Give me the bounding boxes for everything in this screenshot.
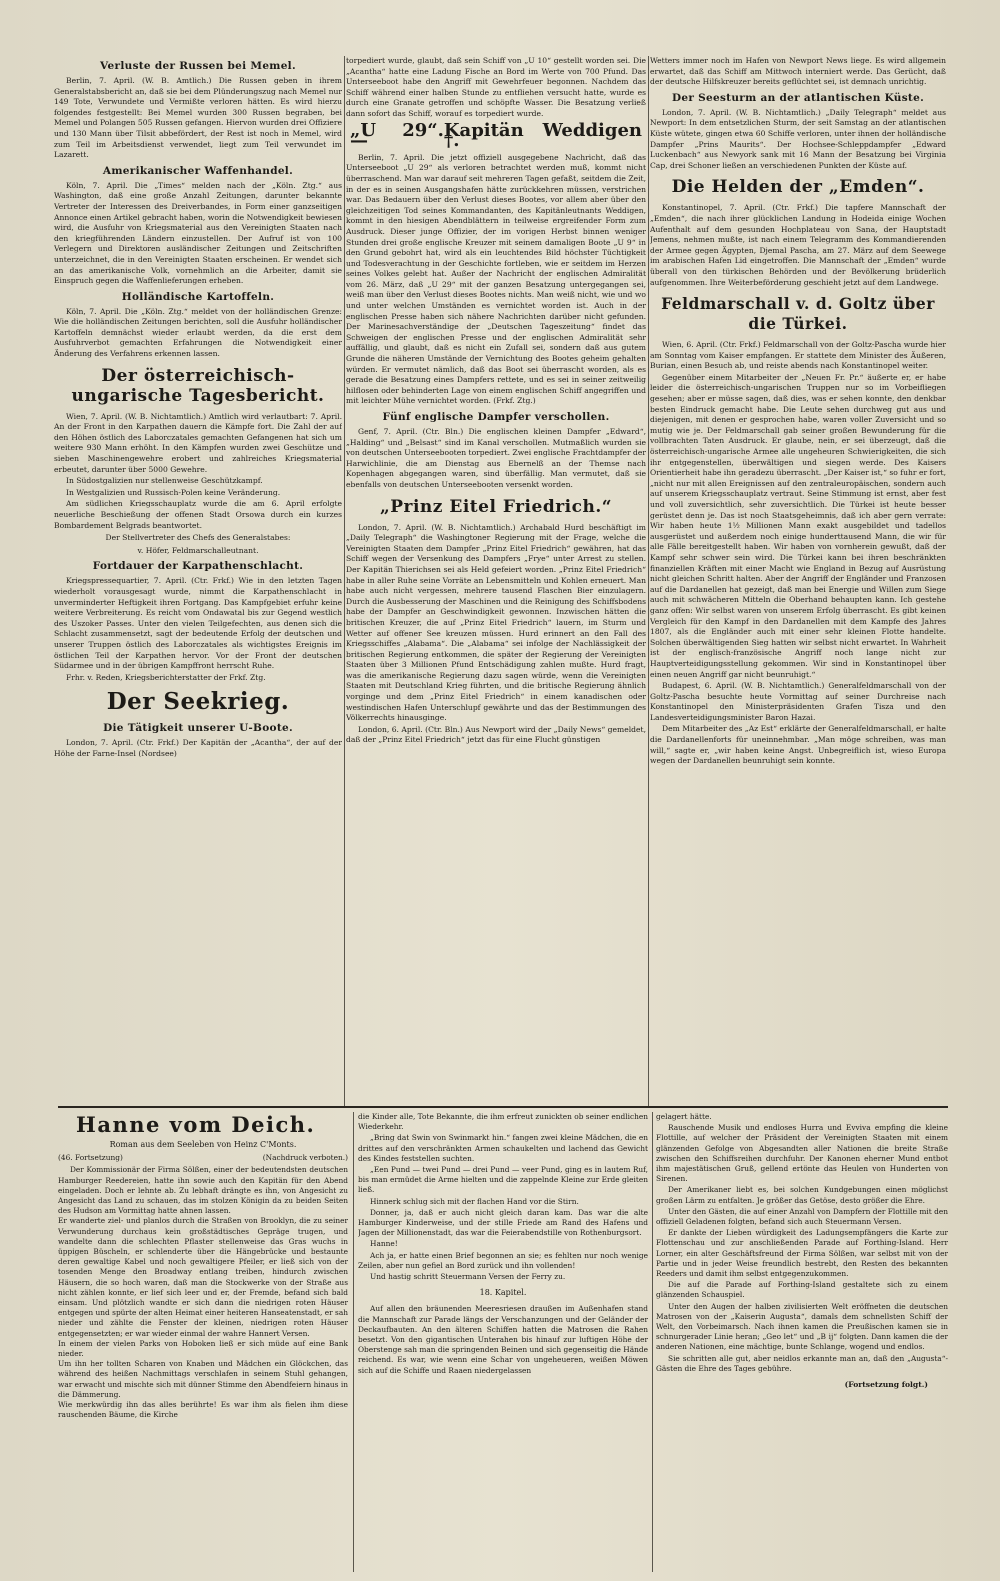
serial-text: Hinnerk schlug sich mit der flachen Hand vor die Stirn. <box>370 1196 579 1206</box>
article-text: London, 7. April. (Ctr. Frkf.) Der Kapitän der „Acantha“, der auf der Höhe der Farne-Insel (Nordsee) <box>54 738 342 758</box>
serial-text: gelagert hätte. <box>656 1112 712 1121</box>
headline-tagesbericht: Der österreichisch-ungarische Tagesbericht. <box>71 365 325 406</box>
column-3 <box>650 56 946 1106</box>
serial-text: Hanne! <box>370 1239 398 1249</box>
article-text: London, 6. April. (Ctr. Bln.) Aus Newport wird der „Daily News“ gemeldet, daß der „Prinz Eitel Friedrich“ jetzt das für eine Flucht günstigen <box>346 724 646 745</box>
column-rule <box>344 56 345 1106</box>
serial-text: die Kinder alle, Tote Bekannte, die ihm erfreut zunickten ob seiner endlichen Wiederkehr. <box>358 1112 648 1132</box>
serial-text: Donner, ja, daß er auch nicht gleich daran kam. Das war die alte Hamburger Kinderweise, und der stille Friede am Rand des Hafens und Jagen der Millionenstadt, das war die Feierabendstille von Rothenburgsort. <box>358 1207 648 1238</box>
article-text: In Westgalizien und Russisch-Polen keine Veränderung. <box>66 487 281 497</box>
feuilleton-rule <box>58 1106 948 1108</box>
serial-text: Und hastig schritt Steuermann Versen der Ferry zu. <box>370 1272 566 1282</box>
headline-u29 <box>350 119 642 152</box>
column-1 <box>54 56 342 1106</box>
article-text: In Südostgalizien nur stellenweise Geschützkampf. <box>66 476 263 486</box>
headline-dampfer: Fünf englische Dampfer verschollen. <box>382 411 610 423</box>
article-text: Berlin, 7. April. Die jetzt offiziell ausgegebene Nachricht, daß das Unterseeboot „U 29“ als verloren betrachtet werden muß, kommt nicht überraschend. Man war darauf seit mehreren Tagen gefaßt, seitdem die Zeit, in der es in seinen Ausgangshafen hätte zurückkehren müssen, verstrichen war. Das Bedauern über den Verlust dieses Bootes, vor allem aber über den gleichzeitigen Tod seines Kommandanten, des Kapitänleutnants Weddigen, kommt in den hiesigen Abendblättern in teilweise ergreifender Form zum Ausdruck. Dieser junge Offizier, der im vorigen Herbst binnen weniger Stunden drei große englische Kreuzer mit seinem damaligen Boote „U 9“ in den Grund gebohrt hat, wird als ein leuchtendes Bild höchster Tüchtigkeit und Todesverachtung in der Geschichte fortleben, wie er seitdem im Herzen seines Volkes gelebt hat. Außer der Nachricht der englischen Admiralität vom 26. März, daß „U 29“ mit der ganzen Besatzung untergegangen sei, weiß man über den Verlust dieses Bootes nichts. Man weiß nicht, wie und wo und unter welchen Umständen es vernichtet worden ist. Auch in der englischen Presse haben sich nähere Nachrichten darüber nicht gefunden. Der Marinesachverständige der „Deutschen Tageszeitung“ findet das Schweigen der englischen Presse und der englischen Admiralität sehr auffällig, und glaubt, daß es nicht ein Zufall sei, sondern daß aus gutem Grunde die näheren Umstände der Vernichtung des Bootes geheim gehalten würden. Er vermutet nämlich, daß das Boot sei überrascht worden, als es gerade die Besatzung eines Dampfers rettete, und es sei in seiner zeitweilig hilflosen oder behinderten Lage von einem englischen Schiff angegriffen und mit leichter Mühe vernichtet worden. (Frkf. Ztg.) <box>346 152 646 406</box>
serial-text: Der Amerikaner liebt es, bei solchen Kundgebungen einen möglichst großen Lärm zu entfalten. Je größer das Getöse, desto größer die Ehre. <box>656 1185 948 1205</box>
serial-subtitle: Roman aus dem Seeleben von Heinz C'Monts. <box>109 1140 297 1149</box>
article-text: Am südlichen Kriegsschauplatz wurde die am 6. April erfolgte neuerliche Beschießung der offenen Stadt Orsowa durch ein kurzes Bombardement Belgrads beantwortet. <box>54 499 342 530</box>
article-text: Wetters immer noch im Hafen von Newport News liege. Es wird allgemein erwartet, daß das Schiff am Mittwoch interniert werde. Das Gerücht, daß der deutsche Hilfskreuzer bereits geflüchtet sei, ist demnach unrichtig. <box>650 56 946 87</box>
serial-text: „Een Pund — twei Pund — drei Pund — veer Pund, ging es in lautem Ruf, bis man ermüdet die Arme hielten und die zappelnde Kleine zur Erde gleiten ließ. <box>358 1165 648 1195</box>
article-text: Genf, 7. April. (Ctr. Bln.) Die englischen kleinen Dampfer „Edward“, „Halding“ und „Belsast“ sind im Kanal verschollen. Mutmaßlich wurden sie von deutschen Unterseebooten torpediert. Zwei englische Frachtdampfer der Harwichlinie, die am Dienstag aus Ebernelß an der Themse nach Kopenhagen abgegangen waren, sind überfällig. Man vermutet, daß sie ebenfalls von deutschen Unterseebooten versenkt worden. <box>346 427 646 489</box>
serial-column-1 <box>58 1112 348 1572</box>
serial-text: Unter den Gästen, die auf einer Anzahl von Dampfern der Flottille mit den offiziell Geladenen folgten, befand sich auch Steuermann Versen. <box>656 1206 948 1227</box>
headline-karpathenschlacht: Fortdauer der Karpathenschlacht. <box>92 560 304 573</box>
headline-emden: Die Helden der „Emden“. <box>671 177 925 198</box>
article-text: Dem Mitarbeiter des „Az Est“ erklärte der Generalfeldmarschall, er halte die Dardanellenforts für uneinnehmbar. „Man möge schreiben, was man will,“ sagte er, „wir haben keine Angst. Unbegreiflich ist, wieso Europa wegen der Dardanellen beunruhigt sein konnte. <box>650 724 946 766</box>
article-text: Konstantinopel, 7. April. (Ctr. Frkf.) Die tapfere Mannschaft der „Emden“, die nach ihrer glücklichen Landung in Hodeida einige Wochen Aufenthalt auf dem gesunden Hochplateau von Sana, der Hauptstadt Jemens, nehmen mußte, ist nach einem Telegramm des Kommandierenden der Armee gegen Ägypten, Djemal Pascha, am 27. März auf dem Seewege im arabischen Hafen Lid eingetroffen. Die Mannschaft der „Emden“ wurde überall von den türkischen Behörden und der Bevölkerung brüderlich aufgenommen. Ihre Weiterbeförderung geschieht jetzt auf dem Landwege. <box>650 203 946 287</box>
serial-meta <box>58 1153 348 1163</box>
column-rule <box>648 56 649 1106</box>
serial-text: Die auf die Parade auf Forthing-Island gestaltete sich zu einem glänzenden Schauspiel. <box>656 1280 948 1300</box>
signature: v. Höfer, Feldmarschalleutnant. <box>137 545 259 555</box>
signature: Der Stellvertreter des Chefs des Generalstabes: <box>105 533 291 543</box>
byline: Frhr. v. Reden, Kriegsberichterstatter der Frkf. Ztg. <box>66 672 266 682</box>
serial-text: Auf allen den bräunenden Meeresriesen draußen im Außenhafen stand die Mannschaft zur Parade längs der Verschanzungen und der Geländer der Deckaufbauten. An den älteren Schiffen hatten die Matrosen die Rahen besetzt. Von den gigantischen Unterahen bis hinauf zur luftigen Höhe der Oberstenge sah man die springenden Beinen und sich gegenseitig die Hände reichend. Es war, wie wenn eine Schar von ungeheueren, weißen Möwen sich auf die Schiffe und Raaen niedergelassen <box>358 1304 648 1375</box>
article-text: Wien, 6. April. (Ctr. Frkf.) Feldmarschall von der Goltz-Pascha wurde hier am Sonntag vom Kaiser empfangen. Er stattete dem Minister des Äußeren, Burian, einen Besuch ab, und reiste abends nach Konstantinopel weiter. <box>650 340 946 371</box>
column-2 <box>346 56 646 1106</box>
headline-kartoffeln: Holländische Kartoffeln. <box>121 290 275 303</box>
article-text: Gegenüber einem Mitarbeiter der „Neuen Fr. Pr.“ äußerte er, er habe leider die österreichisch-ungarischen Truppen nur so im Vorbeifliegen gesehen; aber er müsse sagen, daß dies, was er sehen konnte, den denkbar besten Eindruck gemacht habe. Die Leute sehen durchweg gut aus und diejenigen, mit denen er gesprochen habe, waren voller Zuversicht und so mutig wie je. Der Feldmarschall gab seiner großen Bewunderung für die vollbrachten Taten Ausdruck. Er glaube, nein, er sei überzeugt, daß die österreichisch-ungarische Armee alle ungeheuren Schwierigkeiten, die sich ihr entgegenstellen, überwältigen und siegen werde. Des Kaisers Orientierheit habe ihn geradezu überrascht. „Der Kaiser ist,“ so fuhr er fort, „nicht nur mit allen Ereignissen auf den zentraleuropäischen, sondern auch auf unserem Kriegsschauplatz vertraut. Seine Stimmung ist ernst, aber fest und voll zuversichtlich, sehr zuversichtlich. Die Türkei ist heute besser gerüstet denn je. Das ist noch Staatsgeheimnis, daß ich aber gern verrate: Wir haben heute 1½ Millionen Mann exakt ausgebildet und tadellos ausgerüstet und außerdem noch einige hunderttausend Mann, die wir für alle Fälle bereitgestellt haben. Wir haben von vornherein gewußt, daß der Kampf sehr schwer sein wird. Die Türkei kann bei ihren beschränkten finanziellen Kräften mit einer Macht wie England in Bezug auf Ausrüstung nicht gleichen Schritt halten. Aber der Angriff der Engländer und Franzosen auf die Dardanellen hat gezeigt, daß man bei Energie und Willen zum Siege auch mit schwächeren Mitteln die Oberhand behaupten kann. Ich gestehe ganz offen: Wir selbst waren von unserem Erfolg überrascht. Es gibt keinen Vergleich für den Kampf in den Dardanellen mit dem Kampfe des Jahres 1807, als die Engländer auch mit einer sehr kleinen Flotte handelte. Solchen überwältigenden Sieg hatten wir selbst nicht erwartet. In Wahrheit ist der englisch-französische Angriff noch lange nicht zur Hauptverteidigungsstellung gekommen. Wir sind in Konstantinopel über einen neuen Angriff gar nicht beunruhigt.“ <box>650 372 946 679</box>
serial-text: Er dankte der Lieben würdigkeit des Ladungsempfängers die Karte zur Flottenschau und zur anschließenden Parade auf Forthing-Island. Herr Lorner, ein alter Geschäftsfreund der Firma Sölßen, war selbst mit von der Partie und in jeder Weise freundlich bestrebt, den Resten des bekannten Reeders und damit ihm selbst entgegenzukommen. <box>656 1228 948 1279</box>
serial-text: Unter den Augen der halben zivilisierten Welt eröffneten die deutschen Matrosen von der „Kaiserin Augusta“, damals dem schnellsten Schiff der Welt, den Vorbeimarsch. Nach ihnen kamen die Preußischen kamen sie in schnurgerader Linie heran; „Geo let“ und „B ij“ folgten. Dann kamen die der anderen Nationen, eine mächtige, bunte Schlange, wogend und endlos. <box>656 1301 948 1352</box>
article-text: torpediert wurde, glaubt, daß sein Schiff von „U 10“ gestellt worden sei. Die „Acantha“ hatte eine Ladung Fische an Bord im Werte von 700 Pfund. Das Unterseeboot habe den Angriff mit Gewehrfeuer begonnen. Nachdem das Schiff während einer halben Stunde zu entfliehen versucht hatte, wurde es durch eine Granate getroffen und schöpfte Wasser. Die Besatzung verließ dann sofort das Schiff, worauf es torpediert wurde. <box>346 56 646 118</box>
subheadline-u-boote: Die Tätigkeit unserer U-Boote. <box>103 722 293 735</box>
installment-label: (46. Fortsetzung) <box>58 1153 123 1163</box>
article-text: London, 7. April. (W. B. Nichtamtlich.) „Daily Telegraph“ meldet aus Newport: In dem entsetzlichen Sturm, der seit Samstag an der atlantischen Küste wütete, gingen etwa 60 Schiffe verloren, unter ihnen der holländische Dampfer „Prins Maurits“. Der Hochsee-Schleppdampfer „Edward Luckenbach“ aus Newyork sank mit 16 Mann der Besatzung bei Virginia Cap, drei Schoner ließen an verschiedenen Punkten der Küste auf. <box>650 107 946 170</box>
article-text: Köln, 7. April. Die „Times“ melden nach der „Köln. Ztg.“ aus Washington, daß eine große Anzahl Zeitungen, darunter bekannte Vertreter der Interessen des Dreiverbandes, in Form einer ganzseitigen Annonce einen Artikel gebracht haben, worin die Notwendigkeit bewiesen wird, die Ausfuhr von Kriegsmaterial aus den Vereinigten Staaten nach den kriegführenden Ländern einzustellen. Der Aufruf ist von 100 Verlegern und Direktoren ausländischer Zeitungen und Zeitschriften unterzeichnet, die in den Vereinigten Staaten erscheinen. Er wendet sich an das amerikanische Volk, vornehmlich an die Arbeiter, damit sie Einspruch gegen die Waffenlieferungen erheben. <box>54 180 342 286</box>
serial-column-2 <box>358 1112 648 1572</box>
article-text: Budapest, 6. April. (W. B. Nichtamtlich.) Generalfeldmarschall von der Goltz-Pascha besuchte heute Vormittag auf seiner Durchreise nach Konstantinopel den Ministerpräsidenten Grafen Tisza und den Landesverteidigungsminister Baron Hazai. <box>650 681 946 722</box>
serial-text: Rauschende Musik und endloses Hurra und Evviva empfing die kleine Flottille, auf welcher der Präsident der Vereinigten Staaten mit einem glänzenden Gefolge von Abgesandten aller Nationen die breite Straße zwischen den Schiffsreihen durchfuhr. Der Kanonen eherner Mund entbot ihm majestätischen Gruß, gellend ertönte das Heulen von Hunderten von Sirenen. <box>656 1123 948 1184</box>
headline-prinz-eitel: „Prinz Eitel Friedrich.“ <box>379 496 613 517</box>
headline-verluste: Verluste der Russen bei Memel. <box>100 60 296 72</box>
serial-text: Sie schritten alle gut, aber neidlos erkannte man an, daß den „Augusta“-Gästen die Ehre des Tages gebühre. <box>656 1353 948 1373</box>
chapter-heading: 18. Kapitel. <box>479 1288 527 1298</box>
article-text: Kriegspressequartier, 7. April. (Ctr. Frkf.) Wie in den letzten Tagen wiederholt vorausgesagt wurde, nimmt die Karpathenschlacht in unverminderter Heftigkeit ihren Fortgang. Das Kampfgebiet erfuhr keine weitere Verbreiterung. Es reicht vom Ondawatal bis zur Gegend westlich des Uszoker Passes. Unter den vielen Teilgefechten, aus denen sich die Schlacht zusammensetzt, sagt der bedeutende Erfolg der deutschen und unserer Truppen östlich des Laborczatales als wichtigstes Ereignis im östlichen Teil der Karpathen hervor. Vor der Front der deutschen Südarmee und in der übrigen Kampffront herrscht Ruhe. <box>54 576 342 671</box>
serial-text: Der Kommissionär der Firma Sölßen, einer der bedeutendsten deutschen Hamburger Reedereien, hatte ihn sowie auch den Kapitän für den Abend eingeladen. Doch er lehnte ab. Zu lebhaft drängte es ihn, von Angesicht zu Angesicht das Land zu schauen, das im stolzen Königin da zu beiden Seiten des Hudson am Vormittag hatte ahnen lassen. Er wanderte ziel- und planlos durch die Straßen von Brooklyn, die zu seiner Verwunderung durchaus kein großstädtisches Gepräge trugen, und wandelte dann die schlechten Pflaster stellenweise das Gras wuchs in üppigen Büscheln, er schlenderte über die Hängebrücke und bestaunte deren gewaltige Kabel und noch gewaltigere Pfeiler, er ließ sich von der tosenden Menge den Broadway entlang treiben, hindurch zwischen Häusern, die so hoch waren, daß man die Stockwerke von der Straße aus nicht zählen konnte, er lief sich leer und er, der Fremde, befand sich bald einsam. Und plötzlich wandte er sich dann die niedrigen roten Häuser entgegen und spürte der alten Heimat einer heiteren Hanseatenstadt, er sah nieder und zählte die Fenster der kleinen, niedrigen roten Häuser entgegensetzten; er war wieder einmal der wahre Hannert Versen. In einem der vielen Parks von Hoboken ließ er sich müde auf eine Bank nieder. Um ihn her tollten Scharen von Knaben und Mädchen ein Glöckchen, das während des heißen Nachmittags verschlafen in seinem Stuhl gehangen, war erwacht und mischte sich mit dünner Stimme den Abendfeiern hinaus in die Dämmerung. Wie merkwürdig ihn das alles berührte! Es war ihm als fielen ihm diese rauschenden Bäume, die Kirche <box>58 1165 348 1420</box>
column-rule <box>652 1112 653 1572</box>
serial-column-3 <box>656 1112 948 1572</box>
article-text: Wien, 7. April. (W. B. Nichtamtlich.) Amtlich wird verlautbart: 7. April. An der Front in den Karpathen dauern die Kämpfe fort. Die Zahl der auf den Höhen östlich des Laborczatales gemachten Gefangenen hat sich um weitere 930 Mann erhöht. In den Kämpfen wurden zwei Geschütze und sieben Maschinengewehre erobert und zahlreiches Kriegsmaterial erbeutet, darunter über 5000 Gewehre. <box>54 411 342 474</box>
headline-goltz: Feldmarschall v. d. Goltz über die Türkei. <box>661 294 935 334</box>
serial-text: „Bring dat Swin von Swinmarkt hin.“ fangen zwei kleine Mädchen, die en drittes auf den verschränkten Armen schaukelten und lachend das Gewicht des Kindes feststellen suchten. <box>358 1133 648 1163</box>
reprint-notice: (Nachdruck verboten.) <box>262 1153 348 1163</box>
headline-u29-left: „U 29“. — <box>350 119 444 152</box>
headline-seesturm: Der Seesturm an der atlantischen Küste. <box>671 91 925 104</box>
headline-waffenhandel: Amerikanischer Waffenhandel. <box>102 164 294 177</box>
headline-seekrieg: Der Seekrieg. <box>106 688 290 716</box>
column-rule <box>353 1112 354 1572</box>
headline-u29-right: Kapitän Weddigen †. <box>443 119 642 152</box>
serial-text: Ach ja, er hatte einen Brief begonnen an sie; es fehlten nur noch wenige Zeilen, aber nun gefiel an Bord zurück und ihn vollenden! <box>358 1250 648 1270</box>
article-text: London, 7. April. (W. B. Nichtamtlich.) Archabald Hurd beschäftigt im „Daily Telegraph“ die Washingtoner Regierung mit der Frage, welche die Vereinigten Staaten dem Dampfer „Prinz Eitel Friedrich“ gewähren, hat das Schiff wegen der Versenkung des Dampfers „Frye“ unter Arrest zu stellen. Der Kapitän Thierichsen sei als Held gefeiert worden. „Prinz Eitel Friedrich“ habe in aller Ruhe seine Vorräte an Lebensmitteln und Kohlen erneuert. Man habe auch nicht vergessen, mehrere tausend Flaschen Bier einzulagern. Durch die Ausbesserung der Maschinen und die Reinigung des Schiffsbodens habe der Dampfer an Geschwindigkeit gewonnen. Inzwischen hätten die britischen Kreuzer, die auf „Prinz Eitel Friedrich“ lauern, im Sturm und Wetter auf offener See kreuzen müssen. Hurd erinnert an den Fall des Kriegsschiffes „Alabama“. Die „Alabama“ sei infolge der Nachlässigkeit der britischen Regierung entkommen, die später der Regierung der Vereinigten Staaten über 3 Millionen Pfund Entschädigung zahlen mußte. Hurd fragt, was die amerikanische Regierung dazu sagen würde, wenn die Vereinigten Staaten mit Deutschland Krieg führten, und die britische Regierung ähnlich vorginge und dem „Prinz Eitel Friedrich“ in einem kanadischen oder westindischen Hafen Unterschlupf gewährte und das der Bestimmungen des Völkerrechts hinausginge. <box>346 522 646 723</box>
article-text: Berlin, 7. April. (W. B. Amtlich.) Die Russen geben in ihrem Generalstabsbericht an, daß sie bei dem Plünderungszug nach Memel nur 149 Tote, Verwundete und Vermißte verloren hätten. Es wird hierzu folgendes festgestellt: Bei Memel wurden 300 Russen begraben, bei Memel und Polangen 505 Russen gefangen. Hiervon wurden drei Offiziere und 130 Mann über Tilsit abbefördert, der Rest ist noch in Memel, wird zum Teil im Arbeitsdienst verwendet, liegt zum Teil verwundet im Lazarett. <box>54 76 342 160</box>
serial-title: Hanne vom Deich. <box>76 1112 316 1137</box>
article-text: Köln, 7. April. Die „Köln. Ztg.“ meldet von der holländischen Grenze: Wie die holländischen Zeitungen berichten, soll die Ausfuhr holländischer Kartoffeln demnächst wieder erlaubt werden, da die erst dem Ausfuhrverbot gemachten Erfahrungen die Notwendigkeit einer Änderung des Verfahrens erkennen lassen. <box>54 306 342 359</box>
continued-notice: (Fortsetzung folgt.) <box>844 1380 928 1390</box>
